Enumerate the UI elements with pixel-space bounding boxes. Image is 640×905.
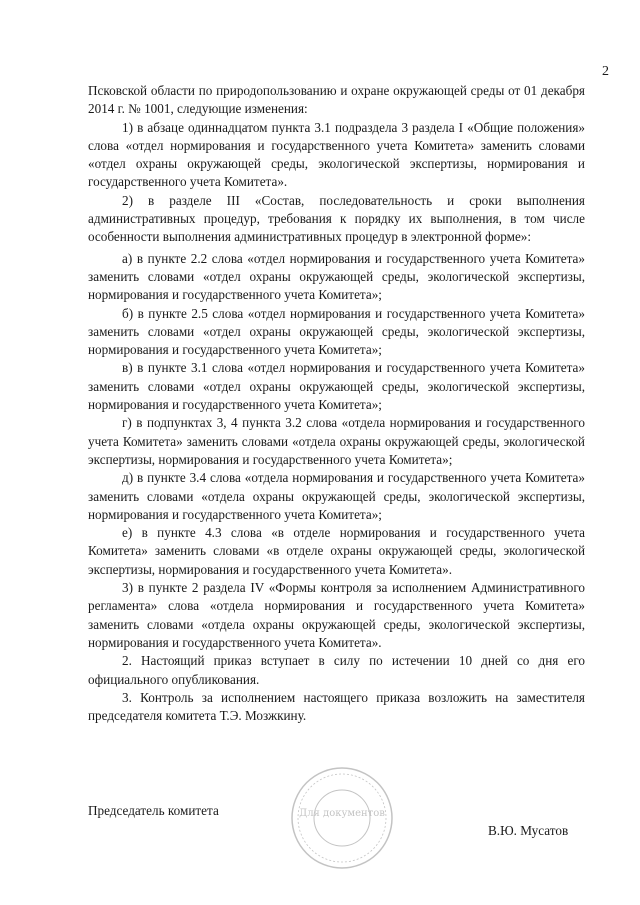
- paragraph-control: 3. Контроль за исполнением настоящего приказа возложить на заместителя председателя комитета Т.Э. Мозжкину.: [88, 689, 585, 724]
- paragraph-item-2: 2) в разделе III «Состав, последовательность и сроки выполнения административных процедур, требования к порядку их выполнения, в том числе особенности выполнения административных процедур в электронной форме»:: [88, 192, 585, 245]
- paragraph-subitem-v: в) в пункте 3.1 слова «отдел нормирования и государственного учета Комитета» заменить словами «отдел охраны окружающей среды, экологической экспертизы, нормирования и государственного учета Комитета»;: [88, 360, 585, 413]
- signature-name: В.Ю. Мусатов: [488, 823, 569, 838]
- stamp-text: Для документов: [299, 808, 385, 819]
- signature-title: Председатель комитета: [88, 803, 219, 818]
- paragraph-subitem-e: е) в пункте 4.3 слова «в отделе нормирования и государственного учета Комитета» заменить словами «в отделе охраны окружающей среды, экологической экспертизы, нормирования и государственного учета Комитета».: [88, 525, 585, 577]
- paragraph-subitem-g: г) в подпунктах 3, 4 пункта 3.2 слова «отдела нормирования и государственного учета Комитета» заменить словами «отдела охраны окружающей среды, экологической экспертизы, нормирования и государственного учета Комитета»;: [88, 415, 585, 467]
- paragraph-effective-date: 2. Настоящий приказ вступает в силу по истечении 10 дней со дня его официального опубликования.: [88, 653, 585, 687]
- page-number: 2: [602, 64, 609, 79]
- official-stamp-icon: [290, 766, 394, 870]
- paragraph-intro: Псковской области по природопользованию и охране окружающей среды от 01 декабря 2014 г. № 1001, следующие изменения:: [88, 83, 585, 117]
- paragraph-subitem-b: б) в пункте 2.5 слова «отдел нормирования и государственного учета Комитета» заменить словами «отдел охраны окружающей среды, экологической экспертизы, нормирования и государственного учета Комитета»;: [88, 305, 585, 358]
- paragraph-item-3: 3) в пункте 2 раздела IV «Формы контроля за исполнением Административного регламента» слова «отдела нормирования и государственного учета Комитета» заменить словами «отдела охраны окружающей среды, экологической экспертизы, нормирования и государственного учета Комитета».: [88, 580, 585, 650]
- paragraph-item-1: 1) в абзаце одиннадцатом пункта 3.1 подраздела 3 раздела I «Общие положения» слова «отдел нормирования и государственного учета Комитета» заменить словами «отдел охраны окружающей среды, экологической экспертизы, нормирования и государственного учета Комитета».: [88, 119, 585, 190]
- paragraph-subitem-d: д) в пункте 3.4 слова «отдела нормирования и государственного учета Комитета» заменить словами «отдела охраны окружающей среды, экологической экспертизы, нормирования и государственного учета Комитета»;: [88, 470, 585, 522]
- document-body: [88, 82, 585, 725]
- paragraph-subitem-a: а) в пункте 2.2 слова «отдел нормирования и государственного учета Комитета» заменить словами «отдел охраны окружающей среды, экологической экспертизы, нормирования и государственного учета Комитета»;: [88, 250, 585, 303]
